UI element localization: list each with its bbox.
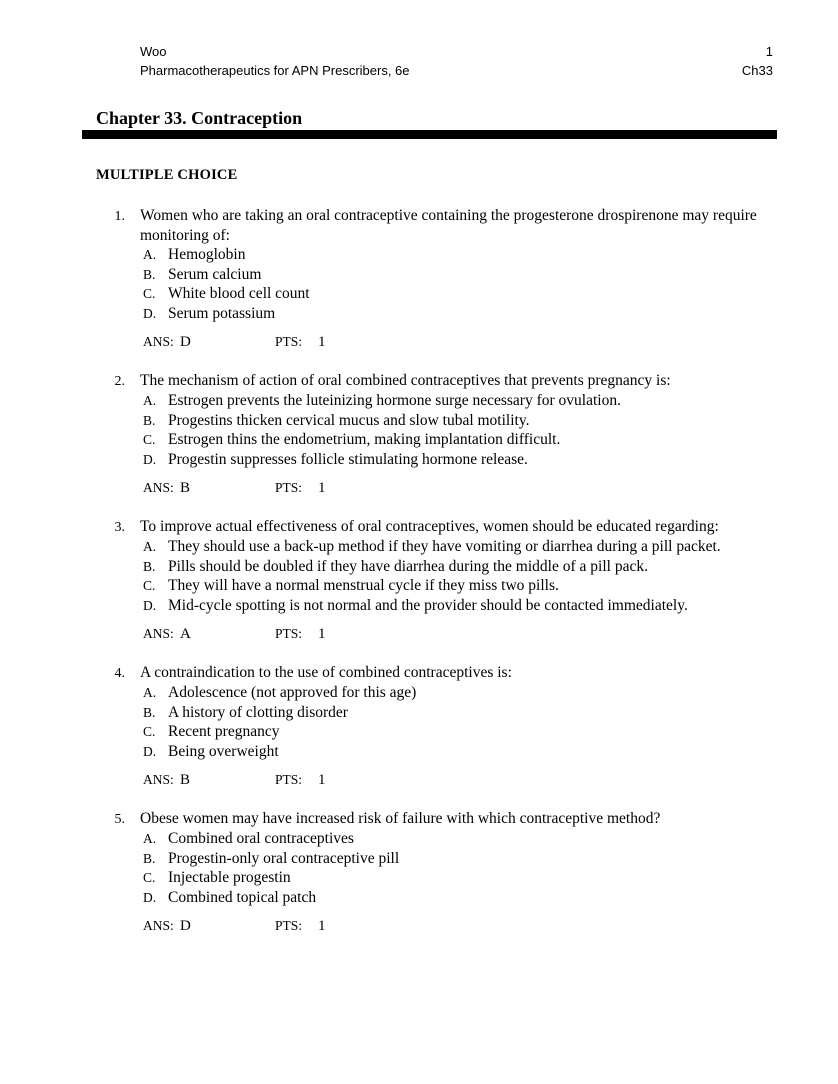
option-text: Pills should be doubled if they have diarrhea during the middle of a pill pack. (168, 557, 648, 575)
option-text: Adolescence (not approved for this age) (168, 684, 417, 701)
answer-row (143, 770, 772, 791)
points-value: 1 (318, 334, 326, 350)
chapter-heading-block (82, 108, 777, 139)
question-text: The mechanism of action of oral combined contraceptives that prevents pregnancy is: (140, 371, 671, 389)
answer-label: ANS: (143, 480, 174, 495)
option-text: Being overweight (168, 742, 279, 760)
question-item (105, 206, 772, 353)
option-text: White blood cell count (168, 285, 310, 302)
question-number: 2. (114, 373, 125, 389)
option-item (143, 829, 772, 849)
header-chapter-code: Ch33 (741, 63, 773, 78)
question-item (105, 809, 772, 937)
option-item (143, 849, 772, 869)
header-page-number: 1 (765, 44, 773, 59)
option-item (143, 430, 772, 450)
section-heading: MULTIPLE CHOICE (96, 167, 238, 183)
option-text: Recent pregnancy (168, 723, 280, 740)
option-item (143, 537, 772, 557)
answer-row (143, 624, 772, 645)
option-item (143, 284, 772, 304)
option-letter: D. (143, 597, 157, 613)
chapter-title: Chapter 33. Contraception (96, 108, 303, 128)
answer-row (143, 916, 772, 937)
points-label: PTS: (275, 918, 303, 933)
option-letter: D. (143, 889, 157, 905)
question-text: Women who are taking an oral contraceptive containing the progesterone drospirenone may require monitoring of: (140, 207, 757, 244)
option-letter: C. (143, 724, 156, 739)
question-stem-row (105, 371, 772, 392)
question-stem-row (105, 206, 772, 245)
option-letter: C. (143, 870, 156, 885)
question-stem-row (105, 809, 772, 830)
question-number: 4. (114, 665, 125, 681)
option-text: Progestin-only oral contraceptive pill (168, 849, 400, 867)
answer-row (143, 332, 772, 353)
question-text: A contraindication to the use of combined contraceptives is: (140, 663, 512, 681)
points-value: 1 (318, 918, 326, 934)
option-letter: A. (143, 393, 157, 408)
option-letter: B. (143, 850, 156, 866)
points-label: PTS: (275, 334, 303, 349)
option-item (143, 683, 772, 703)
option-item (143, 450, 772, 470)
option-item (143, 722, 772, 742)
answer-row (143, 478, 772, 499)
option-text: A history of clotting disorder (168, 703, 348, 721)
option-item (143, 596, 772, 616)
question-number: 5. (114, 811, 125, 827)
option-letter: C. (143, 432, 156, 447)
option-text: Progestins thicken cervical mucus and slow tubal motility. (168, 411, 530, 429)
answer-value: B (180, 772, 191, 788)
option-letter: C. (143, 578, 156, 593)
option-list (105, 829, 772, 907)
option-list (105, 683, 772, 761)
option-item (143, 265, 772, 285)
option-item (143, 557, 772, 577)
option-item (143, 868, 772, 888)
points-label: PTS: (275, 772, 303, 787)
option-text: Estrogen prevents the luteinizing hormone surge necessary for ovulation. (168, 392, 621, 409)
option-item (143, 391, 772, 411)
option-letter: B. (143, 266, 156, 282)
option-item (143, 703, 772, 723)
option-list (105, 245, 772, 323)
doc-header (140, 42, 773, 80)
answer-label: ANS: (143, 626, 174, 641)
option-letter: D. (143, 305, 157, 321)
points-value: 1 (318, 772, 326, 788)
header-author: Woo (140, 44, 167, 59)
option-letter: B. (143, 412, 156, 428)
points-label: PTS: (275, 626, 303, 641)
question-item (105, 517, 772, 645)
option-item (143, 411, 772, 431)
option-letter: C. (143, 286, 156, 301)
answer-value: D (180, 918, 191, 934)
points-value: 1 (318, 480, 326, 496)
option-letter: A. (143, 685, 157, 700)
points-label: PTS: (275, 480, 303, 495)
header-book-title: Pharmacotherapeutics for APN Prescribers, 6e (140, 63, 410, 78)
option-item (143, 888, 772, 908)
option-letter: A. (143, 247, 157, 262)
points-value: 1 (318, 626, 326, 642)
option-letter: B. (143, 704, 156, 720)
question-number: 1. (114, 209, 125, 224)
option-text: Combined oral contraceptives (168, 830, 354, 847)
option-text: Serum calcium (168, 265, 262, 283)
question-text: To improve actual effectiveness of oral contraceptives, women should be educated regarding: (140, 517, 719, 535)
answer-value: A (180, 626, 191, 642)
option-letter: A. (143, 831, 157, 846)
option-item (143, 742, 772, 762)
question-number: 3. (114, 519, 125, 535)
option-text: Estrogen thins the endometrium, making implantation difficult. (168, 431, 561, 448)
option-text: They will have a normal menstrual cycle if they miss two pills. (168, 577, 559, 594)
question-item (105, 371, 772, 499)
answer-value: B (180, 480, 191, 496)
header-left (140, 42, 410, 80)
option-letter: D. (143, 451, 157, 467)
option-item (143, 245, 772, 265)
option-text: Hemoglobin (168, 246, 246, 263)
option-letter: B. (143, 558, 156, 574)
answer-label: ANS: (143, 918, 174, 933)
question-stem-row (105, 663, 772, 684)
option-text: Combined topical patch (168, 888, 317, 906)
answer-label: ANS: (143, 334, 174, 349)
option-letter: D. (143, 743, 157, 759)
question-list (105, 188, 772, 937)
question-text: Obese women may have increased risk of failure with which contraceptive method? (140, 809, 661, 827)
option-text: They should use a back-up method if they have vomiting or diarrhea during a pill packet. (168, 538, 721, 555)
answer-label: ANS: (143, 772, 174, 787)
question-item (105, 663, 772, 791)
option-text: Injectable progestin (168, 869, 291, 886)
option-list (105, 537, 772, 615)
question-stem-row (105, 517, 772, 538)
chapter-underline-rule (82, 130, 777, 139)
option-text: Mid-cycle spotting is not normal and the provider should be contacted immediately. (168, 596, 688, 614)
option-item (143, 304, 772, 324)
header-right (742, 42, 773, 80)
option-letter: A. (143, 539, 157, 554)
option-text: Serum potassium (168, 304, 276, 322)
answer-value: D (180, 334, 191, 350)
option-list (105, 391, 772, 469)
option-text: Progestin suppresses follicle stimulating hormone release. (168, 450, 528, 468)
option-item (143, 576, 772, 596)
